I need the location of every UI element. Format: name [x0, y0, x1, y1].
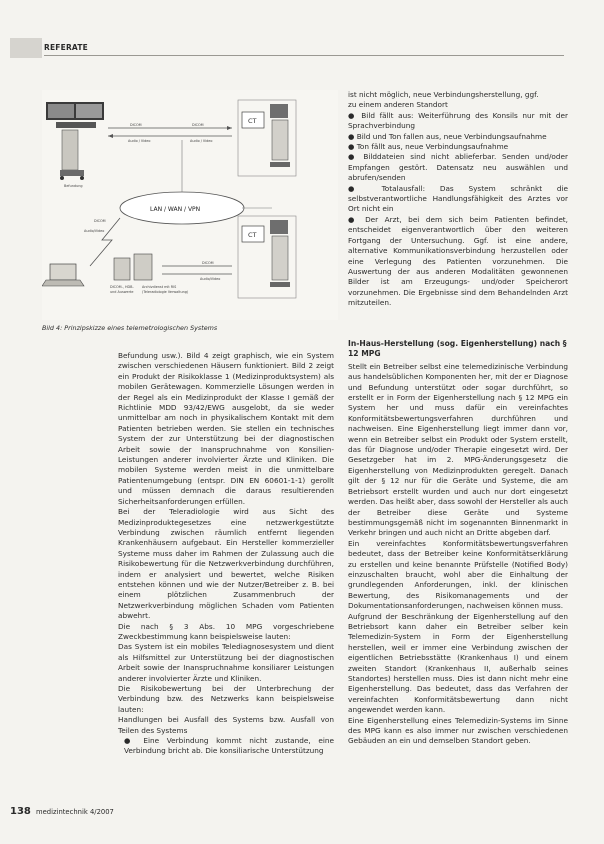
svg-text:Audio/Video: Audio/Video — [84, 229, 105, 233]
figure-diagram — [42, 90, 338, 320]
bullet-item: ● Bild fällt aus: Weiterführung des Konsils nur mit der Sprachverbindung — [348, 111, 568, 132]
svg-text:DICOM: DICOM — [94, 219, 106, 223]
right-paragraph: Aufgrund der Beschränkung der Eigenherstellung auf den Betriebsort kann daher ein Betreiber selber kein Telemedizin-System in Form der Eigenherstellung herstellen, weil er immer eine Verbindung zwischen der eigentlichen Betriebsstätte (Krankenhaus I) und einem zweiten Standort (Krankenhaus II, außerhalb seines Standortes) herstellen muss. Dies ist dann nicht mehr eine Eigenherstellung. Das bedeutet, dass das Verfahren der vereinfachten Konformitätsbewertung dann nicht angewendet werden kann. — [348, 611, 568, 715]
bullet-item: ● Eine Verbindung kommt nicht zustande, eine Verbindung bricht ab. Die konsiliarische Unterstützung — [124, 736, 334, 757]
bullet-item: ● Der Arzt, bei dem sich beim Patienten befindet, entscheidet eigenverantwortlich über den weiteren Fortgang der Untersuchung. Ggf. ist eine andere, alternative Kommunikationsverbindung herzustellen oder eine Verlegung des Patienten vorzunehmen. Die Auswertung der aus anderen Modalitäten gewonnenen Bilder ist am Erzeugungs- und/oder Speicherort vorzunehmen. Die Ergebnisse sind dem Behandelnden Arzt mitzuteilen. — [348, 215, 568, 309]
left-column — [118, 351, 334, 757]
svg-text:DICOM: DICOM — [130, 123, 142, 127]
bullet-item: ● Bilddateien sind nicht ablieferbar. Senden und/oder Empfangen gestört. Datensatz neu auswählen und abrufen/senden — [348, 152, 568, 183]
ct-label-bottom: CT — [248, 231, 257, 239]
svg-text:Audio/Video: Audio/Video — [200, 277, 221, 281]
bullet-item: ● Bild und Ton fallen aus, neue Verbindungsaufnahme — [348, 132, 568, 142]
svg-text:Archivdienst mit RIS: Archivdienst mit RIS — [142, 285, 177, 289]
right-top-line-2: zu einem anderen Standort — [348, 100, 448, 110]
svg-text:Audio / Video: Audio / Video — [128, 139, 151, 143]
svg-text:und Auswerte: und Auswerte — [110, 290, 134, 294]
svg-text:DICOM-, HDB-: DICOM-, HDB- — [110, 285, 134, 289]
right-column — [348, 339, 568, 747]
left-paragraph: Die Risikobewertung bei der Unterbrechung der Verbindung bzw. des Netzwerks kann beispielsweise lauten: — [118, 684, 334, 714]
right-paragraph: Stellt ein Betreiber selbst eine telemedizinische Verbindung aus handelsüblichen Komponenten her, mit der er Diagnose und Befundung unterstützt oder sogar durchführt, so erstellt er in Form der Eigenherstellung nach § 12 MPG ein System her und muss dafür ein vereinfachtes Konformitätsbewertungsverfahren durchführen und nachweisen. Eine Eigenherstellung liegt immer dann vor, wenn ein Betreiber selbst ein Produkt oder System erstellt, das für Diagnose und/oder Therapie eingesetzt wird. Der Gesetzgeber hat im 2. MPG-Änderungsgesetz die Eigenherstellung von Medizinprodukten geregelt. Danach gilt der § 12 nur für die Geräte und Systeme, die am Betriebsort erstellt wurden und auch nur dort eingesetzt werden. Das heißt aber, dass sowohl der Hersteller als auch der Betreiber diese Geräte und Systeme bestimmungsgemäß nicht im sogenannten Binnenmarkt in Verkehr bringen und auch nicht an Dritte abgeben darf. — [348, 361, 568, 538]
svg-text:(Teleradiologie Verwaltung): (Teleradiologie Verwaltung) — [142, 290, 189, 294]
svg-text:DICOM: DICOM — [192, 123, 204, 127]
network-label: LAN / WAN / VPN — [150, 206, 201, 213]
journal-name: medizintechnik 4/2007 — [36, 808, 114, 816]
svg-text:DICOM: DICOM — [202, 261, 214, 265]
left-paragraph: Handlungen bei Ausfall des Systems bzw. Ausfall von Teilen des Systems — [118, 715, 334, 735]
right-top-block — [348, 90, 568, 309]
left-paragraph: Das System ist ein mobiles Telediagnosesystem und dient als Hilfsmittel zur Unterstützung bei der diagnostischen Arbeit sowie der Inanspruchnahme konsiliarer Leistungen anderer involvierter Ärzte und Kliniken. — [118, 642, 334, 683]
left-paragraph: Befundung usw.). Bild 4 zeigt graphisch, wie ein System zwischen verschiedenen Häusern funktioniert. Bild 2 zeigt ein Produkt der Risikoklasse 1 (Medizinproduktsystem) als mobilen Gerätewagen. Kommerzielle Lösungen werden in der Regel als ein Medizinprodukt der Klasse I gemäß der Richtlinie MDD 93/42/EWG ausgelobt, da sie weder unmittelbar am noch in physikalischem Kontakt mit dem Patienten betrieben werden. Sie stellen ein technisches System der zur Unterstützung bei der diagnostischen Arbeit sowie der Inanspruchnahme von Konsilien-Leistungen anderer involvierter Ärzte und Kliniken. Die mobilen Systeme werden meist in die unmittelbare Patientenumgebung (entspr. DIN EN 60601-1-1) gerollt und müssen demnach die daraus resultierenden Sicherheitsanforderungen erfüllen. — [118, 351, 334, 506]
page-number: 138 — [10, 806, 31, 817]
ct-label-top: CT — [248, 117, 257, 125]
section-heading: In-Haus-Herstellung (sog. Eigenherstellung) nach § 12 MPG — [348, 339, 567, 359]
right-paragraph: Eine Eigenherstellung eines Telemedizin-Systems im Sinne des MPG kann es also immer nur zwischen verschiedenen Gebäuden an ein und demselben Standort geben. — [348, 715, 568, 746]
bullet-item: ● Ton fällt aus, neue Verbindungsaufnahme — [348, 142, 568, 152]
left-paragraph: Die nach § 3 Abs. 10 MPG vorgeschriebene Zweckbestimmung kann beispielsweise lauten: — [118, 621, 334, 641]
left-paragraph: Bei der Teleradiologie wird aus Sicht des Medizinproduktegesetzes eine netzwerkgestützte Verbindung zwischen räumlich entfernt liegenden Krankenhäusern aufgebaut. Ein Hersteller kommerzieller Systeme muss daher im Rahmen der Zulassung auch die Risikobewertung für die Netzwerkverbindung durchführen, indem er analysiert und bewertet, welche Risiken entstehen können und wie der Nutzer/Betreiber z. B. bei einem plötzlichen Zusammenbruch der Netzwerkverbindung möglichen Schaden vom Patienten abwehrt. — [118, 507, 334, 621]
right-paragraph: Ein vereinfachtes Konformitätsbewertungsverfahren bedeutet, dass der Betreiber keine Konformitätserklärung zu erstellen und keine benannte Prüfstelle (Notified Body) einzuschalten braucht, wohl aber die Einhaltung der grundlegenden Anforderungen, inkl. der klinischen Bewertung, des Risikomanagements und der Dokumentationsanforderungen, nachweisen können muss. — [348, 538, 568, 611]
header-rule — [44, 55, 564, 56]
section-label: REFERATE — [44, 43, 88, 52]
right-top-line-1: ist nicht möglich, neue Verbindungsherstellung, ggf. — [348, 90, 539, 99]
header-bar — [10, 38, 42, 58]
svg-text:Audio / Video: Audio / Video — [190, 139, 213, 143]
figure-caption: Bild 4: Prinzipskizze eines telemetrologischen Systems — [42, 324, 218, 332]
bullet-item: ● Totalausfall: Das System schränkt die selbstverantwortliche Handlungsfähigkeit des Arztes vor Ort nicht ein — [348, 184, 568, 215]
svg-text:Befundung: Befundung — [64, 184, 83, 188]
